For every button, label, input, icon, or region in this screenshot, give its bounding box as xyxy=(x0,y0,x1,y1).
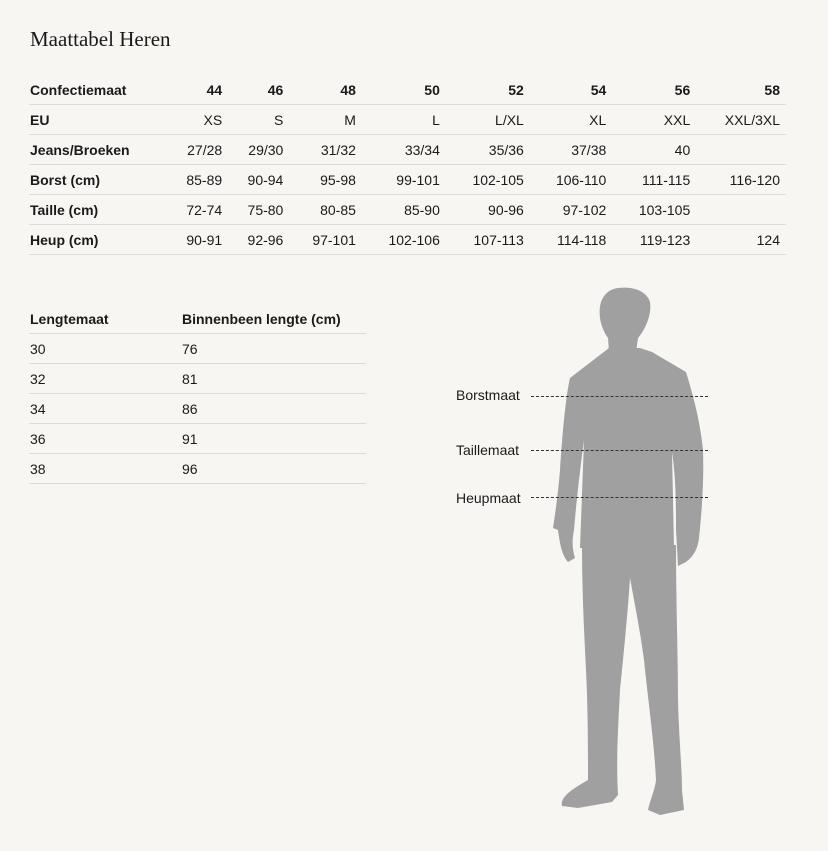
table-cell: 86 xyxy=(181,394,366,424)
table-cell: 37/38 xyxy=(530,135,612,165)
table-cell: M xyxy=(289,105,362,135)
size-table-header-label: Confectiemaat xyxy=(29,75,167,105)
length-table-header-cell: Binnenbeen lengte (cm) xyxy=(181,304,366,334)
table-cell: 72-74 xyxy=(167,195,228,225)
table-row xyxy=(29,334,366,364)
row-label: EU xyxy=(29,105,167,135)
table-cell: 106-110 xyxy=(530,165,612,195)
row-label: Borst (cm) xyxy=(29,165,167,195)
table-cell: 36 xyxy=(29,424,181,454)
size-table-header-cell: 48 xyxy=(289,75,362,105)
hip-measure-label: Heupmaat xyxy=(456,490,521,506)
table-cell: 34 xyxy=(29,394,181,424)
row-label: Taille (cm) xyxy=(29,195,167,225)
row-label: Heup (cm) xyxy=(29,225,167,255)
table-cell: 96 xyxy=(181,454,366,484)
size-table-header-cell: 46 xyxy=(228,75,289,105)
table-cell: 38 xyxy=(29,454,181,484)
size-table-header-row xyxy=(29,75,786,105)
table-cell: L/XL xyxy=(446,105,530,135)
table-cell: 91 xyxy=(181,424,366,454)
table-row xyxy=(29,454,366,484)
table-cell xyxy=(696,195,786,225)
table-cell: 111-115 xyxy=(612,165,696,195)
table-cell: 80-85 xyxy=(289,195,362,225)
table-row xyxy=(29,394,366,424)
table-cell: 97-101 xyxy=(289,225,362,255)
table-row xyxy=(29,364,366,394)
waist-measure-label: Taillemaat xyxy=(456,442,520,458)
table-cell: 85-90 xyxy=(362,195,446,225)
table-cell: 97-102 xyxy=(530,195,612,225)
size-table-header-cell: 44 xyxy=(167,75,228,105)
table-cell: 35/36 xyxy=(446,135,530,165)
table-cell: 90-94 xyxy=(228,165,289,195)
table-cell: 81 xyxy=(181,364,366,394)
table-cell: XL xyxy=(530,105,612,135)
length-table xyxy=(29,304,366,484)
table-cell: 99-101 xyxy=(362,165,446,195)
size-table-header-cell: 50 xyxy=(362,75,446,105)
table-cell: 30 xyxy=(29,334,181,364)
table-cell: 29/30 xyxy=(228,135,289,165)
table-cell xyxy=(696,135,786,165)
table-row xyxy=(29,225,786,255)
size-table-header-cell: 56 xyxy=(612,75,696,105)
table-row xyxy=(29,105,786,135)
length-table-header-row xyxy=(29,304,366,334)
table-cell: 124 xyxy=(696,225,786,255)
table-cell: 27/28 xyxy=(167,135,228,165)
table-cell: XS xyxy=(167,105,228,135)
table-row xyxy=(29,135,786,165)
table-cell: 90-91 xyxy=(167,225,228,255)
page-title: Maattabel Heren xyxy=(30,27,171,51)
table-cell: 31/32 xyxy=(289,135,362,165)
length-table-header-cell: Lengtemaat xyxy=(29,304,181,334)
table-cell: 32 xyxy=(29,364,181,394)
table-cell: 40 xyxy=(612,135,696,165)
man-silhouette xyxy=(540,285,720,820)
table-cell: XXL/3XL xyxy=(696,105,786,135)
table-cell: 102-106 xyxy=(362,225,446,255)
table-cell: 90-96 xyxy=(446,195,530,225)
table-cell: 116-120 xyxy=(696,165,786,195)
waist-measure-line xyxy=(531,450,708,451)
man-silhouette-icon xyxy=(540,285,720,820)
size-table xyxy=(29,75,786,255)
table-cell: 114-118 xyxy=(530,225,612,255)
table-cell: 33/34 xyxy=(362,135,446,165)
hip-measure-line xyxy=(531,497,708,498)
table-cell: 76 xyxy=(181,334,366,364)
table-cell: 95-98 xyxy=(289,165,362,195)
size-table-header-cell: 52 xyxy=(446,75,530,105)
table-cell: 102-105 xyxy=(446,165,530,195)
table-cell: L xyxy=(362,105,446,135)
size-table-header-cell: 54 xyxy=(530,75,612,105)
table-cell: 119-123 xyxy=(612,225,696,255)
row-label: Jeans/Broeken xyxy=(29,135,167,165)
table-cell: 107-113 xyxy=(446,225,530,255)
table-row xyxy=(29,424,366,454)
table-cell: S xyxy=(228,105,289,135)
table-cell: 75-80 xyxy=(228,195,289,225)
size-table-header-cell: 58 xyxy=(696,75,786,105)
chest-measure-line xyxy=(531,396,708,397)
table-cell: 103-105 xyxy=(612,195,696,225)
table-row xyxy=(29,195,786,225)
table-cell: XXL xyxy=(612,105,696,135)
table-cell: 92-96 xyxy=(228,225,289,255)
table-cell: 85-89 xyxy=(167,165,228,195)
table-row xyxy=(29,165,786,195)
chest-measure-label: Borstmaat xyxy=(456,387,520,403)
